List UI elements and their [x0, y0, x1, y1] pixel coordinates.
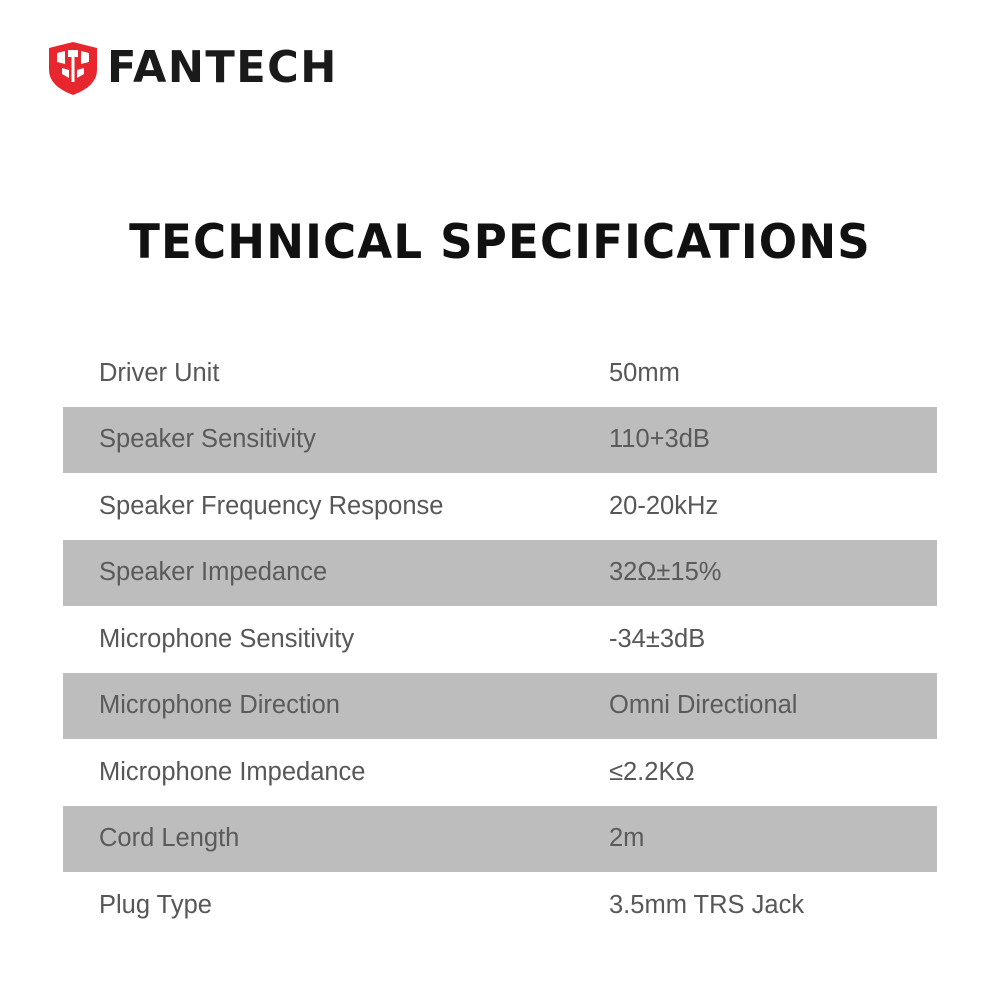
- table-row: [63, 673, 937, 740]
- spec-value: ≤2.2KΩ: [609, 757, 695, 786]
- spec-label: Speaker Sensitivity: [99, 425, 316, 454]
- page-title: TECHNICAL SPECIFICATIONS: [129, 215, 871, 270]
- table-row: [63, 407, 937, 474]
- spec-value: 20-20kHz: [609, 491, 719, 520]
- spec-value: 2m: [609, 824, 645, 853]
- table-row: [63, 340, 937, 407]
- spec-label: Microphone Impedance: [99, 757, 366, 786]
- spec-label: Microphone Direction: [99, 691, 340, 720]
- spec-value: 3.5mm TRS Jack: [609, 890, 805, 919]
- table-row: [63, 872, 937, 939]
- spec-value: 32Ω±15%: [609, 558, 722, 587]
- table-row: [63, 540, 937, 607]
- spec-label: Driver Unit: [99, 358, 220, 387]
- brand-name: FANTECH: [107, 42, 338, 93]
- spec-value: -34±3dB: [609, 624, 706, 653]
- table-row: [63, 606, 937, 673]
- spec-value: 110+3dB: [609, 425, 710, 454]
- table-row: [63, 739, 937, 806]
- spec-label: Microphone Sensitivity: [99, 624, 355, 653]
- specifications-table: [63, 340, 937, 939]
- spec-value: 50mm: [609, 358, 680, 387]
- brand-logo: [45, 40, 343, 96]
- table-row: [63, 806, 937, 873]
- spec-label: Plug Type: [99, 890, 212, 919]
- table-row: [63, 473, 937, 540]
- spec-value: Omni Directional: [609, 691, 798, 720]
- spec-label: Cord Length: [99, 824, 240, 853]
- spec-label: Speaker Impedance: [99, 558, 328, 587]
- spec-label: Speaker Frequency Response: [99, 491, 444, 520]
- fantech-shield-icon: [45, 40, 101, 96]
